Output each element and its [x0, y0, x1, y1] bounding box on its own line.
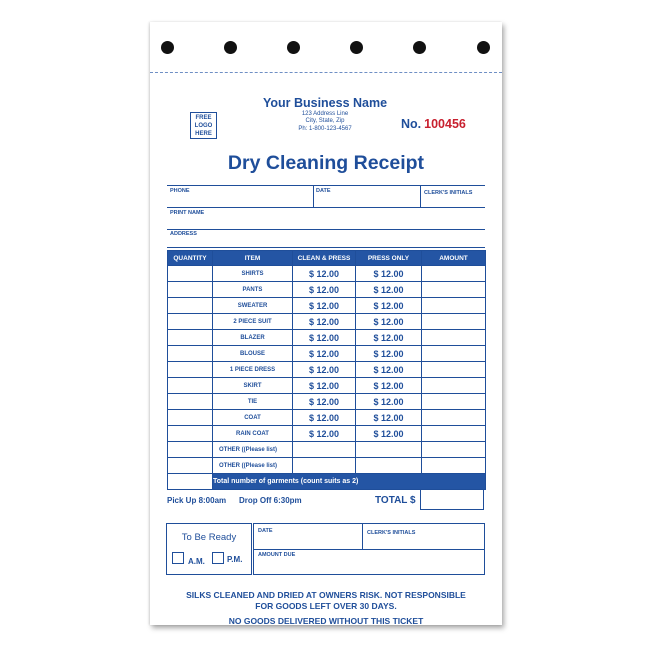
table-row	[168, 282, 486, 298]
clean-press-price: $ 12.00	[293, 330, 356, 346]
bottom-info-box	[253, 523, 485, 575]
quantity-cell[interactable]	[168, 426, 213, 442]
table-row	[168, 426, 486, 442]
amount-cell[interactable]	[422, 330, 486, 346]
press-only-price: $ 12.00	[356, 266, 422, 282]
perforation-line	[150, 72, 502, 73]
business-city: City, State, Zip	[305, 118, 345, 124]
receipt-number	[401, 117, 466, 131]
clean-press-price: $ 12.00	[293, 346, 356, 362]
field-divider	[167, 207, 485, 208]
phone-field-label: PHONE	[170, 188, 190, 194]
item-cell: BLOUSE	[213, 346, 293, 362]
receipt-form	[150, 22, 502, 625]
date-field-label: DATE	[316, 188, 331, 194]
table-row	[168, 346, 486, 362]
quantity-cell[interactable]	[168, 346, 213, 362]
amount-cell[interactable]	[422, 346, 486, 362]
am-checkbox[interactable]	[172, 552, 184, 564]
punch-hole	[224, 41, 237, 54]
bottom-clerk-label: CLERK'S INITIALS	[367, 530, 416, 536]
business-phone: Ph: 1-800-123-4567	[298, 126, 352, 132]
press-only-price: $ 12.00	[356, 426, 422, 442]
total-garments-row	[168, 474, 486, 490]
quantity-cell[interactable]	[168, 410, 213, 426]
press-only-price: $ 12.00	[356, 346, 422, 362]
table-row	[168, 442, 486, 458]
clean-press-price: $ 12.00	[293, 378, 356, 394]
press-only-price: $ 12.00	[356, 362, 422, 378]
item-cell: SHIRTS	[213, 266, 293, 282]
press-only-cell[interactable]	[356, 458, 422, 474]
quantity-cell[interactable]	[168, 442, 213, 458]
receipt-number-value: 100456	[424, 117, 466, 131]
pickup-time: Pick Up 8:00am	[167, 496, 227, 505]
table-row	[168, 458, 486, 474]
item-cell: 2 PIECE SUIT	[213, 314, 293, 330]
other-item-cell: OTHER ((Please list)	[213, 458, 293, 474]
amount-cell[interactable]	[422, 314, 486, 330]
table-row	[168, 394, 486, 410]
table-row	[168, 298, 486, 314]
address-field-label: ADDRESS	[170, 231, 197, 237]
total-label: TOTAL $	[375, 495, 416, 506]
table-row	[168, 314, 486, 330]
logo-text: LOGO	[194, 123, 213, 129]
clean-press-price: $ 12.00	[293, 282, 356, 298]
table-row	[168, 410, 486, 426]
quantity-cell[interactable]	[168, 394, 213, 410]
quantity-cell[interactable]	[168, 330, 213, 346]
amount-cell[interactable]	[422, 426, 486, 442]
total-garments-cell[interactable]	[168, 474, 213, 490]
item-cell: SKIRT	[213, 378, 293, 394]
amount-cell[interactable]	[422, 298, 486, 314]
punch-hole	[350, 41, 363, 54]
disclaimer-line-2: FOR GOODS LEFT OVER 30 DAYS.	[255, 601, 397, 611]
total-garments-label: Total number of garments (count suits as 2)	[213, 474, 486, 490]
clean-press-price: $ 12.00	[293, 394, 356, 410]
quantity-cell[interactable]	[168, 362, 213, 378]
item-cell: BLAZER	[213, 330, 293, 346]
receipt-number-label: No.	[401, 117, 422, 131]
press-only-price: $ 12.00	[356, 282, 422, 298]
field-divider	[420, 185, 421, 207]
item-cell: TIE	[213, 394, 293, 410]
press-only-price: $ 12.00	[356, 394, 422, 410]
clean-press-price: $ 12.00	[293, 362, 356, 378]
logo-text: HERE	[195, 131, 212, 137]
press-only-price: $ 12.00	[356, 314, 422, 330]
item-cell: PANTS	[213, 282, 293, 298]
clean-press-cell[interactable]	[293, 458, 356, 474]
other-item-cell: OTHER ((Please list)	[213, 442, 293, 458]
item-cell: RAIN COAT	[213, 426, 293, 442]
quantity-cell[interactable]	[168, 298, 213, 314]
amount-cell[interactable]	[422, 442, 486, 458]
pm-label: P.M.	[227, 555, 243, 564]
punch-hole	[287, 41, 300, 54]
am-label: A.M.	[188, 557, 205, 566]
amount-cell[interactable]	[422, 394, 486, 410]
amount-cell[interactable]	[422, 378, 486, 394]
page-title: Dry Cleaning Receipt	[227, 152, 425, 174]
bottom-date-label: DATE	[258, 528, 273, 534]
pm-checkbox[interactable]	[212, 552, 224, 564]
press-only-price: $ 12.00	[356, 330, 422, 346]
table-row	[168, 378, 486, 394]
amount-cell[interactable]	[422, 282, 486, 298]
clean-press-price: $ 12.00	[293, 298, 356, 314]
dropoff-time: Drop Off 6:30pm	[239, 496, 302, 505]
amount-cell[interactable]	[422, 458, 486, 474]
press-only-price: $ 12.00	[356, 410, 422, 426]
disclaimer-line-1: SILKS CLEANED AND DRIED AT OWNERS RISK. NOT RESPONSIBLE	[186, 590, 466, 600]
punch-hole	[161, 41, 174, 54]
column-header: QUANTITY	[168, 251, 213, 266]
field-divider	[167, 229, 485, 230]
column-header: PRESS ONLY	[356, 251, 422, 266]
column-header: CLEAN & PRESS	[293, 251, 356, 266]
clean-press-price: $ 12.00	[293, 314, 356, 330]
logo-placeholder	[190, 112, 217, 139]
amount-cell[interactable]	[422, 362, 486, 378]
business-address: 123 Address Line	[301, 111, 349, 117]
amount-cell[interactable]	[422, 410, 486, 426]
logo-text: FREE	[195, 115, 212, 121]
amount-due-label: AMOUNT DUE	[258, 552, 296, 558]
quantity-cell[interactable]	[168, 458, 213, 474]
quantity-cell[interactable]	[168, 282, 213, 298]
ready-time-box	[166, 523, 252, 575]
quantity-cell[interactable]	[168, 314, 213, 330]
clerk-initials-label: CLERK'S INITIALS	[424, 190, 473, 196]
field-divider	[313, 185, 314, 207]
amount-cell[interactable]	[422, 266, 486, 282]
quantity-cell[interactable]	[168, 266, 213, 282]
clean-press-price: $ 12.00	[293, 410, 356, 426]
punch-hole	[413, 41, 426, 54]
column-header: ITEM	[213, 251, 293, 266]
item-cell: 1 PIECE DRESS	[213, 362, 293, 378]
items-table	[167, 250, 486, 490]
item-cell: COAT	[213, 410, 293, 426]
punch-hole	[477, 41, 490, 54]
table-row	[168, 362, 486, 378]
business-name: Your Business Name	[262, 96, 388, 110]
item-cell: SWEATER	[213, 298, 293, 314]
press-only-price: $ 12.00	[356, 378, 422, 394]
clean-press-price: $ 12.00	[293, 426, 356, 442]
field-divider	[167, 247, 485, 248]
clean-press-cell[interactable]	[293, 442, 356, 458]
field-divider	[167, 185, 485, 186]
table-row	[168, 266, 486, 282]
disclaimer-line-3: NO GOODS DELIVERED WITHOUT THIS TICKET	[228, 616, 424, 626]
total-amount-box[interactable]	[420, 489, 484, 510]
print-name-label: PRINT NAME	[170, 210, 205, 216]
quantity-cell[interactable]	[168, 378, 213, 394]
table-header-row	[168, 251, 486, 266]
clean-press-price: $ 12.00	[293, 266, 356, 282]
ready-title: To Be Ready	[181, 532, 237, 543]
press-only-cell[interactable]	[356, 442, 422, 458]
press-only-price: $ 12.00	[356, 298, 422, 314]
field-divider	[254, 549, 484, 550]
table-row	[168, 330, 486, 346]
field-divider	[362, 524, 363, 549]
column-header: AMOUNT	[422, 251, 486, 266]
